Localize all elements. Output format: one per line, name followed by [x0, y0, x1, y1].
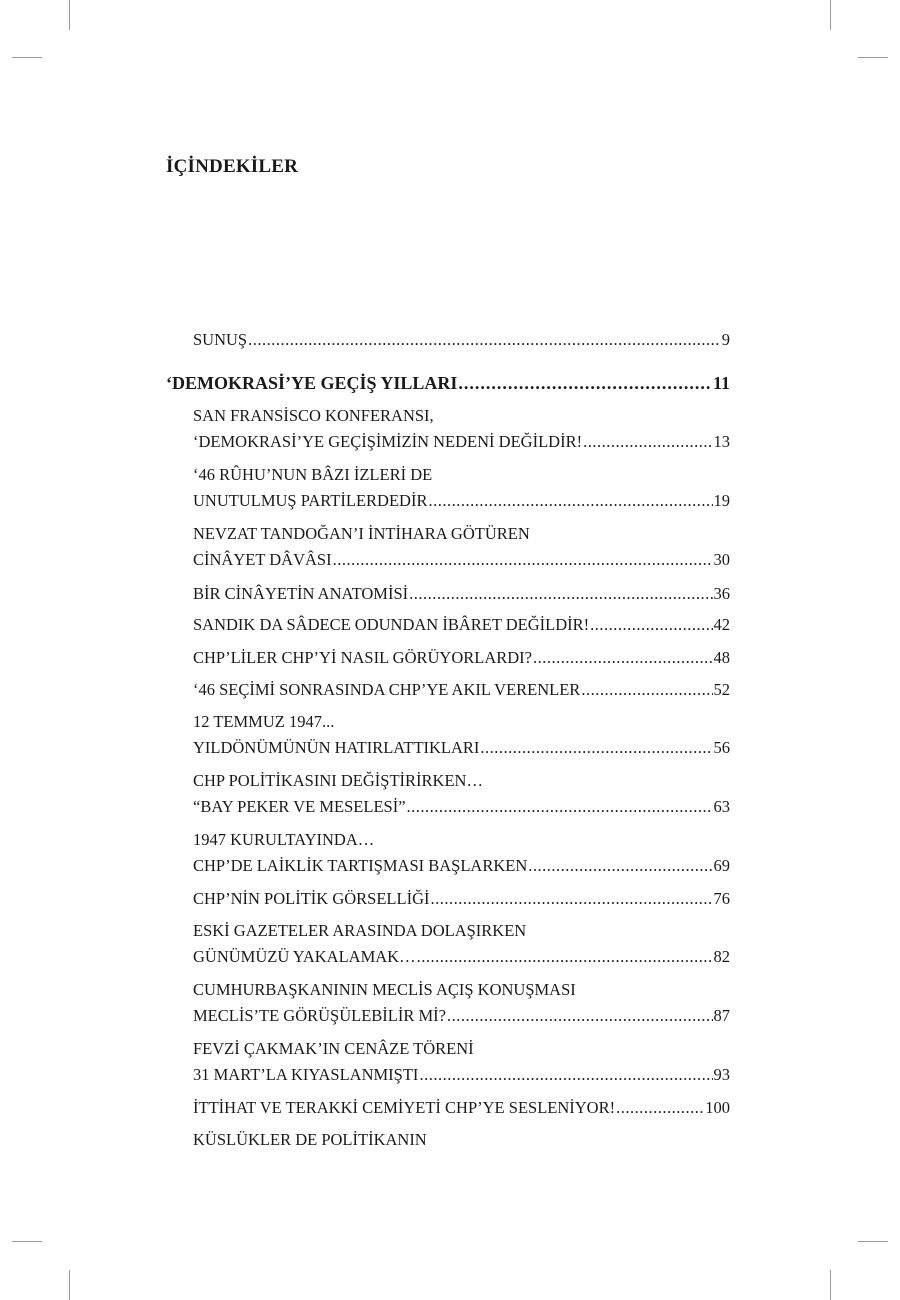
- toc-page-number: 100: [705, 1098, 730, 1117]
- dot-leader: [407, 794, 713, 820]
- crop-mark: [830, 0, 831, 30]
- toc-entry-title-line: 1947 KURULTAYINDA…: [193, 830, 375, 849]
- crop-mark: [12, 57, 42, 58]
- toc-page-number: 9: [721, 330, 730, 349]
- toc-entry: [193, 918, 730, 970]
- toc-entry: [193, 768, 730, 820]
- toc-entry-row: [193, 488, 730, 514]
- toc-entry: [193, 677, 730, 703]
- toc-entry-row: [193, 944, 730, 970]
- dot-leader: [447, 1003, 713, 1029]
- toc-page-number: 63: [713, 797, 730, 816]
- toc-page-number: 36: [713, 584, 730, 603]
- toc-page-number: 30: [713, 550, 730, 569]
- toc-entry: [193, 581, 730, 607]
- toc-entry-row: [193, 612, 730, 638]
- toc-entry-title-line: ‘46 RÛHU’NUN BÂZI İZLERİ DE: [193, 465, 433, 484]
- toc-entry-title: İTTİHAT VE TERAKKİ CEMİYETİ CHP’YE SESLENİYOR!: [193, 1098, 616, 1117]
- toc-page-number: 87: [713, 1006, 730, 1025]
- toc-entry-title: CHP’LİLER CHP’Yİ NASIL GÖRÜYORLARDI?: [193, 648, 532, 667]
- toc-entry-title-line: SAN FRANSİSCO KONFERANSI,: [193, 406, 434, 425]
- crop-mark: [69, 1270, 70, 1300]
- toc-entry-title-line: CUMHURBAŞKANININ MECLİS AÇIŞ KONUŞMASI: [193, 980, 576, 999]
- toc-entry: [193, 1036, 730, 1088]
- dot-leader: [430, 886, 712, 912]
- dot-leader: [419, 1062, 712, 1088]
- toc-page-number: 52: [713, 680, 730, 699]
- toc-entry-row: [193, 645, 730, 671]
- toc-entry: [193, 521, 730, 573]
- dot-leader: [417, 944, 713, 970]
- toc-entry-row: [193, 429, 730, 455]
- toc-entry-title: SANDIK DA SÂDECE ODUNDAN İBÂRET DEĞİLDİR!: [193, 615, 590, 634]
- toc-entry-title: YILDÖNÜMÜNÜN HATIRLATTIKLARI: [193, 738, 480, 757]
- toc-entry: [193, 1127, 730, 1153]
- toc-entry-row: [193, 547, 730, 573]
- toc-entry: [193, 403, 730, 455]
- crop-mark: [830, 1270, 831, 1300]
- toc-entry-row: [193, 1003, 730, 1029]
- toc-page-number: 56: [713, 738, 730, 757]
- toc-entry-row: [193, 677, 730, 703]
- toc-page-number: 13: [713, 432, 730, 451]
- toc-entry-title: ‘46 SEÇİMİ SONRASINDA CHP’YE AKIL VERENLER: [193, 680, 581, 699]
- toc-entry: [193, 977, 730, 1029]
- toc-entry-row: [193, 794, 730, 820]
- toc-page-number: 69: [713, 856, 730, 875]
- dot-leader: [480, 735, 712, 761]
- crop-mark: [12, 1241, 42, 1242]
- toc-entry-row: [166, 370, 730, 396]
- dot-leader: [333, 547, 713, 573]
- crop-mark: [858, 1241, 888, 1242]
- toc-entry: [193, 612, 730, 638]
- dot-leader: [409, 581, 712, 607]
- dot-leader: [583, 429, 712, 455]
- page-title: İÇİNDEKİLER: [166, 156, 299, 177]
- toc-entry-row: [193, 853, 730, 879]
- toc-page-number: 42: [713, 615, 730, 634]
- dot-leader: [458, 370, 712, 396]
- toc-page-number: 82: [713, 947, 730, 966]
- toc-entry-title: ‘DEMOKRASİ’YE GEÇİŞ YILLARI: [166, 373, 458, 393]
- toc-entry-title: MECLİS’TE GÖRÜŞÜLEBİLİR Mİ?: [193, 1006, 446, 1025]
- toc-page-number: 76: [713, 889, 730, 908]
- dot-leader: [428, 488, 712, 514]
- crop-mark: [858, 57, 888, 58]
- toc-entry: [193, 645, 730, 671]
- dot-leader: [581, 677, 712, 703]
- toc-entry: [193, 709, 730, 761]
- toc-entry-title: ‘DEMOKRASİ’YE GEÇİŞİMİZİN NEDENİ DEĞİLDİR!: [193, 432, 583, 451]
- dot-leader: [616, 1095, 704, 1121]
- toc-entry: [193, 827, 730, 879]
- toc-entry-title-line: NEVZAT TANDOĞAN’I İNTİHARA GÖTÜREN: [193, 524, 530, 543]
- toc-entry-title-line: ESKİ GAZETELER ARASINDA DOLAŞIRKEN: [193, 921, 527, 940]
- dot-leader: [533, 645, 713, 671]
- toc-entry-row: [193, 886, 730, 912]
- toc-entry: [193, 462, 730, 514]
- toc-entry-title-line: FEVZİ ÇAKMAK’IN CENÂZE TÖRENİ: [193, 1039, 474, 1058]
- toc-entry-title: “BAY PEKER VE MESELESİ”: [193, 797, 406, 816]
- toc-entry-title: 31 MART’LA KIYASLANMIŞTI: [193, 1065, 419, 1084]
- toc-entry-title: BİR CİNÂYETİN ANATOMİSİ: [193, 584, 409, 603]
- toc-entry: [193, 886, 730, 912]
- toc-entry-title: GÜNÜMÜZÜ YAKALAMAK…: [193, 947, 416, 966]
- toc-entry-title: CHP’NİN POLİTİK GÖRSELLİĞİ: [193, 889, 430, 908]
- toc-entry-row: [193, 1095, 730, 1121]
- toc-entry-title-line: 12 TEMMUZ 1947...: [193, 712, 335, 731]
- toc-entry-row: [193, 735, 730, 761]
- toc-entry-title: KÜSLÜKLER DE POLİTİKANIN: [193, 1130, 427, 1149]
- toc-entry-title: CHP’DE LAİKLİK TARTIŞMASI BAŞLARKEN: [193, 856, 528, 875]
- toc-entry-title: CİNÂYET DÂVÂSI: [193, 550, 332, 569]
- toc-entry-row: [193, 581, 730, 607]
- toc-page-number: 93: [713, 1065, 730, 1084]
- toc-entry-title-line: CHP POLİTİKASINI DEĞİŞTİRİRKEN…: [193, 771, 483, 790]
- toc-entry-title: SUNUŞ: [193, 330, 248, 349]
- toc-entry-title: UNUTULMUŞ PARTİLERDEDİR: [193, 491, 428, 510]
- toc-entry-row: [193, 1062, 730, 1088]
- dot-leader: [248, 327, 721, 353]
- crop-mark: [69, 0, 70, 30]
- toc-page-number: 11: [712, 373, 730, 393]
- toc-entry-row: [193, 327, 730, 353]
- dot-leader: [590, 612, 712, 638]
- toc-section-heading: [166, 370, 730, 396]
- dot-leader: [528, 853, 712, 879]
- toc-page-number: 48: [713, 648, 730, 667]
- toc-page-number: 19: [713, 491, 730, 510]
- toc-entry: [193, 327, 730, 353]
- toc-entry-row: [193, 1127, 730, 1153]
- toc-entry: [193, 1095, 730, 1121]
